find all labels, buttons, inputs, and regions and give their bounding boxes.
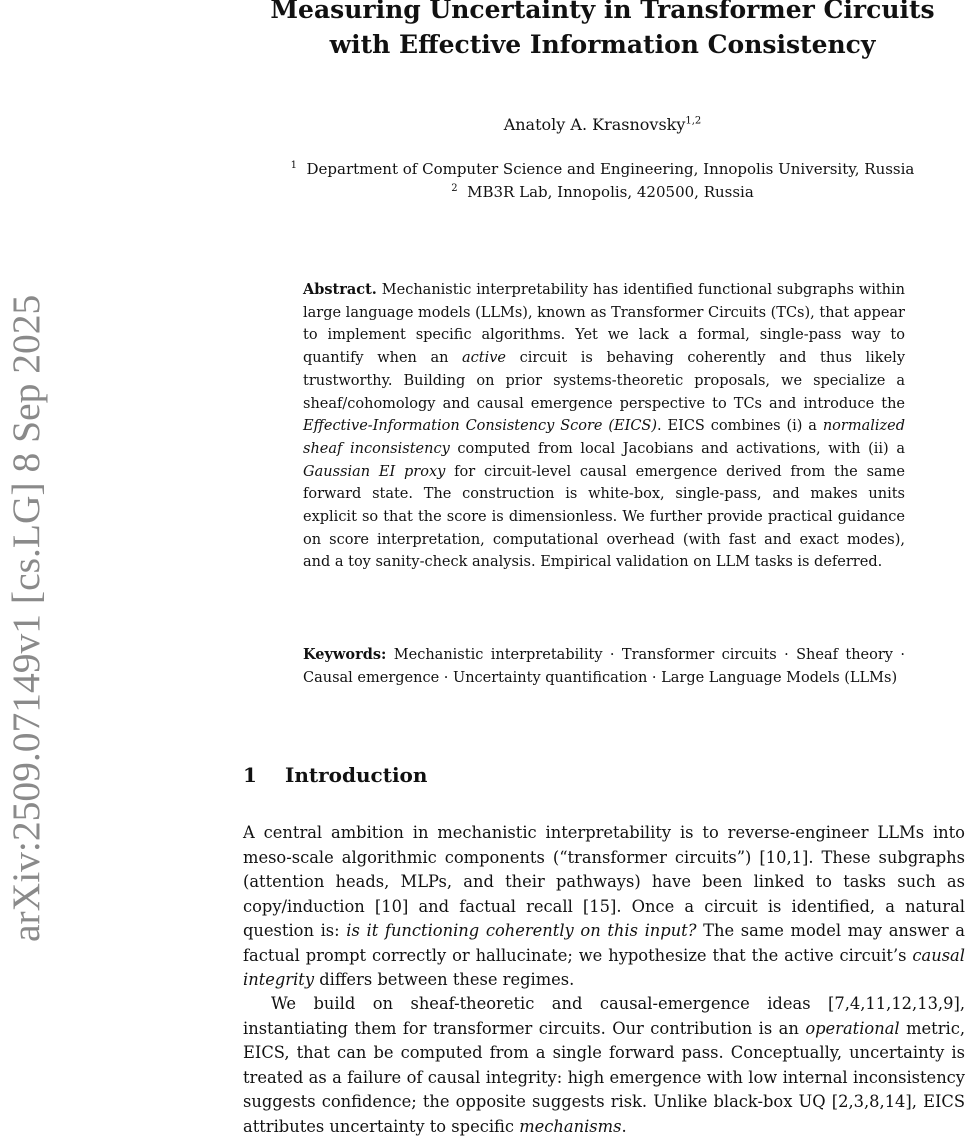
abstract-emphasis-1: active [462,350,507,367]
abstract-text-1: Mechanistic interpretability has identified functional subgraphs within large language models (LLMs), known as Transformer Circuits (TCs), that appear to implement specific algorithms. Yet we lack a formal, single-pass way to quantify when an [303,282,906,367]
abstract [303,279,905,574]
affiliation-2 [240,181,965,204]
keywords-label: Keywords: [303,646,387,663]
abstract-text-2: circuit is behaving coherently and thus likely trustworthy. Building on prior systems-theoretic proposals, we specialize a sheaf/cohomology and causal emergence perspective to TCs and introduce the [303,350,906,412]
intro-p1-text-2: The same model may answer a factual prompt correctly or hallucinate; we hypothesize that the active circuit’s [243,921,965,965]
title-line-2: with Effective Information Consistency [329,30,876,59]
affiliation-1 [240,158,965,181]
intro-p1-emphasis-2: causal integrity [243,945,965,989]
paper-title [240,0,965,62]
section-heading [243,760,965,790]
intro-p1-emphasis-1: is it functioning coherently on this input? [346,921,697,940]
intro-p2-text-1: We build on sheaf-theoretic and causal-emergence ideas [7,4,11,12,13,9], instantiating them for transformer circuits. Our contribution is an [243,994,965,1038]
author-line [240,114,965,136]
abstract-text-3: . EICS combines (i) a [657,418,817,435]
intro-p1-text-1: A central ambition in mechanistic interpretability is to reverse-engineer LLMs into meso-scale algorithmic components (“transformer circuits”) [10,1]. These subgraphs (attention heads, MLPs, and their pathways) have been linked to tasks such as copy/induction [10] and factual recall [15]. Once a circuit is identified, a natural question is: [243,823,965,940]
affiliation-2-text: MB3R Lab, Innopolis, 420500, Russia [467,183,754,201]
abstract-emphasis-4: Gaussian EI proxy [303,463,446,480]
affiliation-1-text: Department of Computer Science and Engineering, Innopolis University, Russia [306,160,915,178]
intro-paragraph-2 [243,992,965,1139]
abstract-emphasis-3: normalized sheaf inconsistency [303,418,905,457]
keywords [303,644,905,689]
intro-paragraph-1 [243,821,965,993]
arxiv-identifier: arXiv:2509.07149v1 [cs.LG] 8 Sep 2025 [4,294,48,942]
intro-p2-emphasis-2: mechanisms [519,1116,622,1136]
arxiv-sidebar [0,230,50,942]
abstract-text-4: computed from local Jacobians and activations, with (ii) a [457,440,905,457]
affiliation-1-mark: 1 [290,160,297,171]
intro-p1-text-3: differs between these regimes. [319,970,575,989]
intro-p2-text-3: . [621,1116,627,1136]
intro-p2-emphasis-1: operational [805,1018,900,1038]
intro-p2-text-2: metric, EICS, that can be computed from a single forward pass. Conceptually, uncertainty is treated as a failure of causal integrity: high emergence with low internal inconsistency suggests confidence; the opposite suggests risk. Unlike black-box UQ [2,3,8,14], EICS attributes uncertainty to specific [243,1018,965,1136]
section-number: 1 [243,763,257,787]
section-title: Introduction [285,763,428,787]
affiliations [240,158,965,204]
author-affiliation-marks: 1,2 [685,115,702,127]
abstract-emphasis-2: Effective-Information Consistency Score (EICS) [303,418,658,435]
author-name: Anatoly A. Krasnovsky [503,115,686,134]
affiliation-2-mark: 2 [451,183,458,194]
abstract-label: Abstract. [303,281,377,298]
title-line-1: Measuring Uncertainty in Transformer Circuits [270,0,935,24]
keywords-text: Mechanistic interpretability · Transformer circuits · Sheaf theory · Causal emergence · Uncertainty quantification · Large Language Models (LLMs) [303,647,905,686]
abstract-text-5: for circuit-level causal emergence derived from the same forward state. The construction is white-box, single-pass, and makes units explicit so that the score is dimensionless. We further provide practical guidance on score interpretation, computational overhead (with fast and exact modes), and a toy sanity-check analysis. Empirical validation on LLM tasks is deferred. [303,463,905,571]
